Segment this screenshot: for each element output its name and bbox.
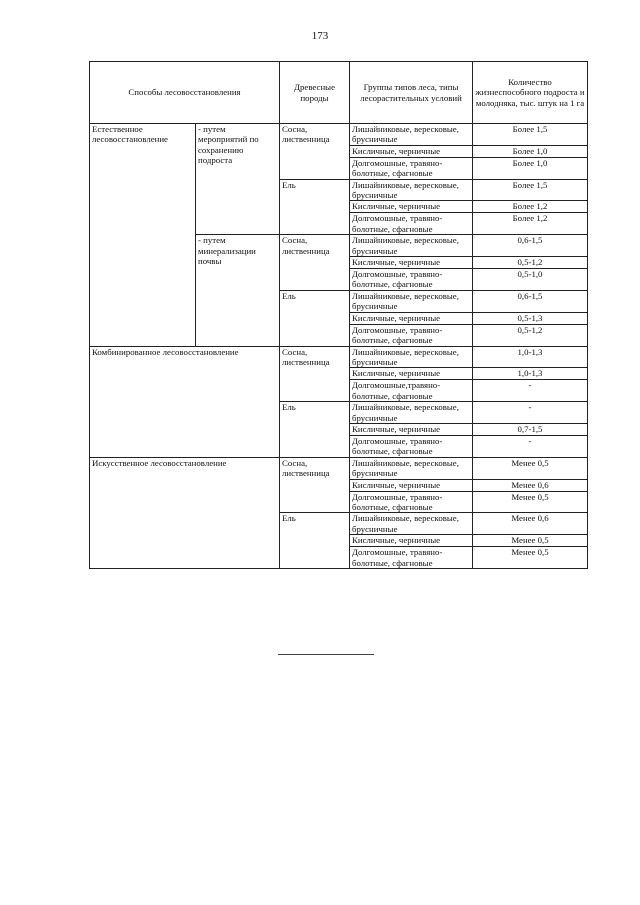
- quantity-cell: Более 1,5: [473, 179, 588, 201]
- species-cell: Ель: [280, 290, 350, 346]
- quantity-cell: 0,7-1,5: [473, 423, 588, 435]
- quantity-cell: Более 1,0: [473, 157, 588, 179]
- reforestation-table: [89, 61, 588, 569]
- species-cell: Сосна, лиственница: [280, 346, 350, 402]
- forest-type-cell: Долгомошные, травяно-болотные, сфагновые: [350, 324, 473, 346]
- method-cell: Естественное лесовосстановление: [90, 124, 196, 347]
- method-cell: Комбинированное лесовосстановление: [90, 346, 280, 457]
- quantity-cell: 0,5-1,2: [473, 257, 588, 269]
- species-cell: Сосна, лиственница: [280, 124, 350, 180]
- forest-type-cell: Долгомошные, травяно-болотные, сфагновые: [350, 547, 473, 569]
- forest-type-cell: Долгомошные, травяно-болотные, сфагновые: [350, 435, 473, 457]
- header-methods: Способы лесовосстановления: [90, 62, 280, 124]
- forest-type-cell: Кисличные, черничные: [350, 201, 473, 213]
- forest-type-cell: Долгомошные, травяно-болотные, сфагновые: [350, 213, 473, 235]
- forest-type-cell: Лишайниковые, вересковые, брусничные: [350, 346, 473, 368]
- forest-type-cell: Лишайниковые, вересковые, брусничные: [350, 235, 473, 257]
- page-number: 173: [311, 30, 329, 42]
- table-row: [90, 457, 588, 479]
- forest-type-cell: Долгомошные, травяно-болотные, сфагновые: [350, 269, 473, 291]
- header-tree-species: Древесные породы: [280, 62, 350, 124]
- forest-type-cell: Кисличные, черничные: [350, 257, 473, 269]
- quantity-cell: Менее 0,6: [473, 513, 588, 535]
- species-cell: Ель: [280, 513, 350, 569]
- footer-divider: [278, 654, 374, 655]
- submethod-cell: - путем минерализации почвы: [196, 235, 280, 346]
- quantity-cell: Более 1,2: [473, 213, 588, 235]
- quantity-cell: Менее 0,5: [473, 535, 588, 547]
- quantity-cell: -: [473, 435, 588, 457]
- forest-type-cell: Лишайниковые, вересковые, брусничные: [350, 179, 473, 201]
- quantity-cell: 0,6-1,5: [473, 235, 588, 257]
- quantity-cell: Менее 0,5: [473, 547, 588, 569]
- quantity-cell: Более 1,2: [473, 201, 588, 213]
- quantity-cell: 1,0-1,3: [473, 346, 588, 368]
- forest-type-cell: Лишайниковые, вересковые, брусничные: [350, 124, 473, 146]
- quantity-cell: 0,6-1,5: [473, 290, 588, 312]
- forest-type-cell: Кисличные, черничные: [350, 479, 473, 491]
- forest-type-cell: Долгомошные,травяно-болотные, сфагновые: [350, 380, 473, 402]
- forest-type-cell: Лишайниковые, вересковые, брусничные: [350, 513, 473, 535]
- forest-type-cell: Кисличные, черничные: [350, 368, 473, 380]
- species-cell: Ель: [280, 179, 350, 235]
- table-header-row: [90, 62, 588, 124]
- forest-type-cell: Долгомошные, травяно-болотные, сфагновые: [350, 491, 473, 513]
- table-row: [90, 346, 588, 368]
- forest-type-cell: Кисличные, черничные: [350, 423, 473, 435]
- forest-type-cell: Лишайниковые, вересковые, брусничные: [350, 402, 473, 424]
- method-cell: Искусственное лесовосстановление: [90, 457, 280, 568]
- header-forest-types: Группы типов леса, типы лесорастительных условий: [350, 62, 473, 124]
- quantity-cell: -: [473, 402, 588, 424]
- table-row: [90, 124, 588, 146]
- quantity-cell: Менее 0,6: [473, 479, 588, 491]
- quantity-cell: 0,5-1,3: [473, 312, 588, 324]
- quantity-cell: Более 1,5: [473, 124, 588, 146]
- header-quantity: Количество жизнеспособного подроста и молодняка, тыс. штук на 1 га: [473, 62, 588, 124]
- quantity-cell: 1,0-1,3: [473, 368, 588, 380]
- forest-type-cell: Долгомошные, травяно-болотные, сфагновые: [350, 157, 473, 179]
- species-cell: Сосна, лиственница: [280, 457, 350, 513]
- quantity-cell: -: [473, 380, 588, 402]
- forest-type-cell: Лишайниковые, вересковые, брусничные: [350, 290, 473, 312]
- quantity-cell: Менее 0,5: [473, 457, 588, 479]
- forest-type-cell: Кисличные, черничные: [350, 145, 473, 157]
- forest-type-cell: Кисличные, черничные: [350, 535, 473, 547]
- species-cell: Сосна, лиственница: [280, 235, 350, 291]
- species-cell: Ель: [280, 402, 350, 458]
- forest-type-cell: Кисличные, черничные: [350, 312, 473, 324]
- quantity-cell: 0,5-1,2: [473, 324, 588, 346]
- quantity-cell: Более 1,0: [473, 145, 588, 157]
- quantity-cell: Менее 0,5: [473, 491, 588, 513]
- forest-type-cell: Лишайниковые, вересковые, брусничные: [350, 457, 473, 479]
- quantity-cell: 0,5-1,0: [473, 269, 588, 291]
- submethod-cell: - путем мероприятий по сохранению подроста: [196, 124, 280, 235]
